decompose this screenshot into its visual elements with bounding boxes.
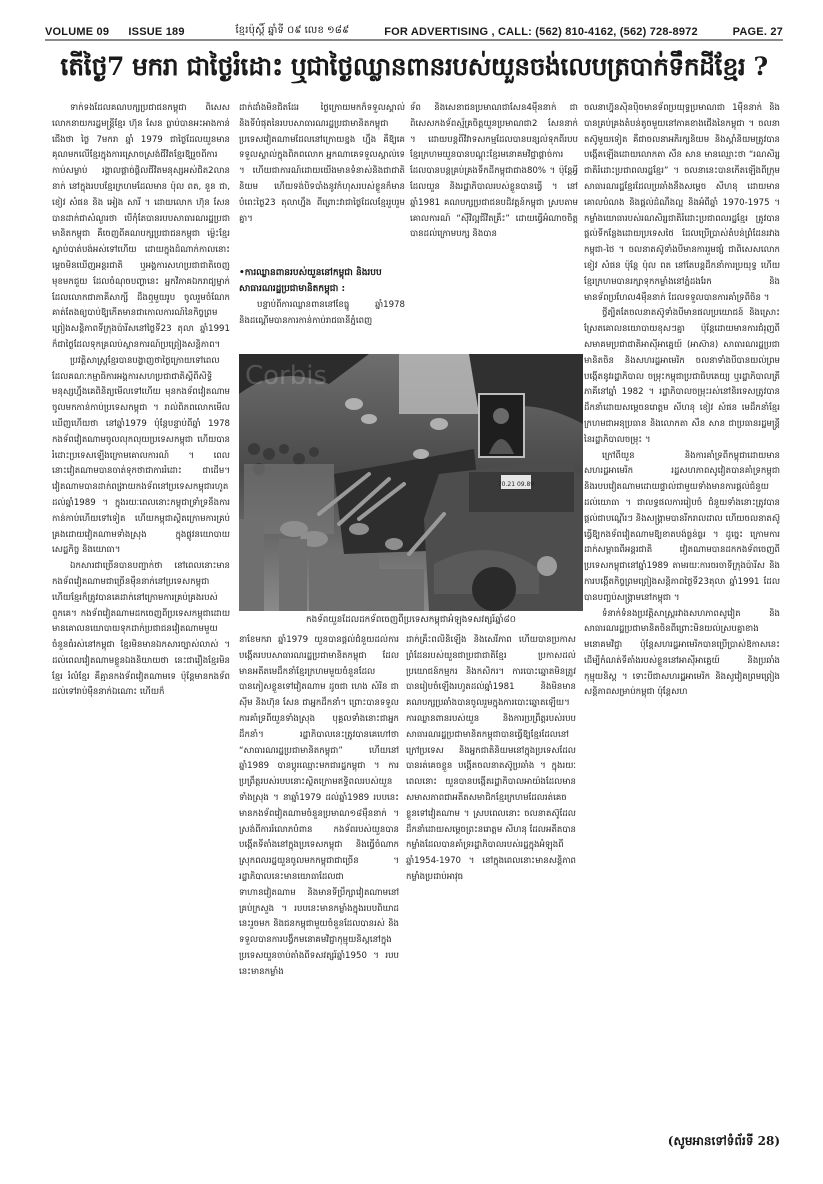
news-photo xyxy=(239,354,583,611)
article-column-1 xyxy=(52,101,230,1161)
page-number: PAGE. 27 xyxy=(732,26,783,38)
article-paragraph: ចលនាហ្វ៊ុនស៊ិនប៉ិចមានទ័ពប្រយុទ្ធប្រមាណជា 1ម៉ឺននាក់ និងបានគ្រប់គ្រងតំបន់តូចមួយនៅភាគខាងជើងនៃកម្ពុជា ។ ចលនាតស៊ូមួយទៀត គឺជាចលនាអភិរក្សនិយម និងស្តាំនិយមត្រូវបានបង្កើតឡើងដោយលោកតា សឺន សាន មានឈ្មោះថា “រណសិរ្សជាតិរំដោះប្រជាពលរដ្ឋខ្មែរ” ។ ចលនានេះបានកើតឡើងពីក្រុមសាធារណរដ្ឋខ្មែរដែលប្រឆាំងនឹងសម្តេច សីហនុ ដោយមានគោលបំណង និងផ្តល់ដំណឹងល្អ និងអំពីឆ្នាំ 1970-1975 ។ កម្លាំងយោធារបស់រណសិរ្សជាតិរំដោះប្រជាពលរដ្ឋខ្មែរ ត្រូវបានផ្តល់ទីកន្លែងដោយប្រទេសថៃ ដែលប្រើប្រាស់តំបន់ព្រំដែនរវាងកម្ពុជា-ថៃ ។ ចលនាតស៊ូទាំងបីមានការរួមផ្សំ ជាពិសេសលោក ខៀវ សំផន ប៉ុន្តែ ប៉ុល ពត នៅតែបន្តដឹកនាំការប្រយុទ្ធ ហើយខ្មែរក្រហមបានរក្សាទុកកម្លាំងនៅភ្នំដងរែក និងមានទ័ពប្រហែល4ម៉ឺននាក់ ដែលទទួលបានការគាំទ្រពីចិន ។ xyxy=(584,103,780,303)
khmer-issue-label: ខ្មែរប៉ុស្ដិ៍ ឆ្នាំទី ០៩ លេខ ១៨៩ xyxy=(235,25,350,36)
truck-plate-text: 70.21 09.89 xyxy=(497,481,535,488)
article-paragraph: ថ្វីត្បិតតែចលនាតស៊ូទាំងបីមានផលប្រយោជន៍ និងស្រោះស្រែតគោលនយោបាយខុសៗគ្នា ប៉ុន្តែដោយមានការជំរុញពីសមាគមប្រជាជាតិអាស៊ីអាគ្នេយ៍ (អាស៊ាន) សាធារណរដ្ឋប្រជាមានិតចិន និងសហរដ្ឋអាមេរិក ចលនាទាំងបីបានយល់ព្រមបង្កើតនូវរដ្ឋាភិបាល ចម្រុះកម្ពុជាប្រជាធិបតេយ្យ ឬរដ្ឋាភិបាលត្រីភាគីនៅឆ្នាំ 1982 ។ រដ្ឋាភិបាលចម្រុះរស់នៅនិរទេសត្រូវបានដឹកនាំដោយសម្តេចនរោត្តម សីហនុ ខៀវ សំផន មេដឹកនាំខ្មែរក្រហមជាអនុប្រធាន និងលោកតា សឺន សាន ជាប្រធានរដ្ឋមន្ត្រីនៃរដ្ឋាភិបាលចម្រុះ ។ xyxy=(584,308,780,445)
article-column-2-sub xyxy=(239,298,405,346)
article-column-3-bottom xyxy=(406,633,576,1161)
volume-label: VOLUME 09 xyxy=(45,26,110,38)
article-paragraph: បន្ទាប់ពីការឈ្លានពាននៅខែធ្នូ ឆ្នាំ1978 និងដណ្តើមបានការកាន់កាប់រាជធានីភ្នំពេញ xyxy=(239,300,405,326)
masthead-divider xyxy=(45,39,783,41)
article-headline: តើថ្ងៃ7 មករា ជាថ្ងៃរំដោះ ឬជាថ្ងៃឈ្លានពានរបស់យួនចង់លេបត្របាក់ទឹកដីខ្មែរ ? xyxy=(60,52,768,81)
article-column-2-bottom xyxy=(239,633,399,1161)
continued-on-page-note[interactable]: (សូមអានទៅទំព័រទី 28) xyxy=(667,1134,780,1148)
masthead-left xyxy=(45,26,201,38)
photo-illustration xyxy=(239,354,583,611)
article-paragraph: ឯកសារជាច្រើនបានបញ្ជាក់ថា នៅពេលនោះមានកងទ័ពវៀតណាមជាច្រើនម៉ឺននាក់នៅប្រទេសកម្ពុជា ហើយខ្មែរក៏ត្រូវបានគេដាក់នៅក្រោមការគ្រប់គ្រងរបស់ពួកគេ។ កងទ័ពវៀតណាមដកចេញពីប្រទេសកម្ពុជាដោយមានគោលនយោបាយទុកដាក់ប្រជាជនវៀតណាមមួយចំនួនធំរស់នៅកម្ពុជា ខ្មែរមិនមានឯកសារច្បាស់លាស់ ។ ដល់ពេលវៀតណាមខ្លួនឯងនិយាយថា នេះជារឿងខ្មែរមិនខ្មែរ រំលំខ្មែរ គឺគ្មានកងទ័ពវៀតណាមទេ ប៉ុន្តែមានកងទ័ពដល់ទៅរាប់ម៉ឺននាក់ឯណោះ ហើយក៏ xyxy=(52,561,230,698)
article-column-4 xyxy=(584,101,780,1131)
masthead xyxy=(45,18,783,38)
article-paragraph: ក្រៅពីយួន និងការគាំទ្រពីកម្ពុជាដោយមានសហរដ្ឋអាមេរិក រដ្ឋសហភាពសូវៀតបានគាំទ្រកម្ពុជា និងរបបវៀតណាមដោយផ្ទាល់ជាមួយទាំងមានការផ្តល់ជំនួយដល់យោធា ។ ជាលទ្ធផលការរៀបចំ ជំនួយទាំងនោះត្រូវបានផ្តល់ជាបណ្តើរៗ និងសង្គ្រាមបានរីករាលដាល ហើយចលនាតស៊ូធ្វើឱ្យកងទ័ពវៀតណាមឱ្យខាតបង់ធ្ងន់ធ្ងរ ។ ដូច្នេះ ក្រោមការដាក់សម្ពាធពីអន្តរជាតិ វៀតណាមបានដកកងទ័ពចេញពីប្រទេសកម្ពុជានៅឆ្នាំ1989 តាមរយៈការចរចាទីក្រុងប៉ារីស និងការបង្កើតកិច្ចព្រមព្រៀងសន្តិភាពថ្ងៃទី23តុលា ឆ្នាំ1991 ដែលបានបញ្ចប់សង្គ្រាមនៅកម្ពុជា ។ xyxy=(584,450,780,603)
article-paragraph: ដាក់ដាំងមិនជិតដែរ ថ្ងៃក្រោយមកក៏ទទួលស្គាល់ និងទីបំផុតនៃរបបសាធារណរដ្ឋប្រជាមានិតកម្ពុជា ប្រទេសវៀតណាមដែលនៅក្រោយខ្នង ហ្នឹង គឺឱ្យគេទទួលស្គាល់ក្នុងពិភពលោក អ្នកណាគេទទួលស្គាល់ទេ ។ ហើយជាការណ៍ដោយយើងមានទំនាស់និងជាជាតិនិយម ហើយទង់បិទបាំងនូវកំហុសរបស់ខ្លួនក៏មានបំពេះថ្ងៃ23 តុលាហ្នឹង ពីព្រោះវាជាថ្ងៃដែលខ្មែររួបរួមគ្នា។ xyxy=(239,103,405,224)
issue-label: ISSUE 189 xyxy=(128,26,185,38)
article-paragraph: ទ័ព និងសេនាជនប្រមាណជាសែន4ម៉ឺននាក់ ជាពិសេសកងទ័ពស្ម័គ្រចិត្តយួនប្រមាណជា2 សែននាក់ ។ ដោយបន្តពីវិវាទសកម្មដែលបានបន្សល់ទុកពីរបបខ្មែរក្រហមយួនបានបណ្តុះខ្មែរមនោគមវិជ្ជាផ្តាច់ការដែលបានបន្តគ្រប់គ្រងទឹកដីកម្ពុជាជាង80% ។ ប៉ុន្តែអ្វីដែលយួន និងរដ្ឋាភិបាលរបស់ខ្លួនបានធ្វើ ។ នៅឆ្នាំ1981 គណបក្សប្រជាជនបដិវត្តន៍កម្ពុជា ស្របតាមគោលការណ៍ “ស៊ីវិល្អជីវិតគ្រឹះ” ដោយធ្វើអំណាចចិត្តបានដល់ក្រោមបក្ស និងបាន xyxy=(410,103,578,240)
photo-caption: កងទ័ពយួនដែលដកទ័ពចេញពីប្រទេសកម្ពុជាអំឡុងទសវត្សរ៍ឆ្នាំ៨០ xyxy=(306,615,516,625)
article-paragraph: ដាក់គ្រឹះពលិនិឡើង និងសេរីភាព ហើយបានប្រកាសព្រំដែនរបស់យួនជាប្រជាជាតិខ្មែរ ប្រកាសដល់ប្រយោជន៍កម្មករ និងកសិករ។ ការបោះឆ្នោតមិនត្រូវបានរៀបចំឡើងរហូតដល់ឆ្នាំ1981 និងមិនមានគណបក្សប្រឆាំងបានចូលរួមក្នុងការបោះឆ្នោតឡើយ។ ការឈ្លានពានរបស់យួន និងការប្រព្រឹត្តរបស់របបសាធារណរដ្ឋប្រជាមានិតកម្ពុជាបានធ្វើឱ្យខ្មែរដែលនៅក្រៅប្រទេស និងអ្នកជាតិនិយមនៅក្នុងប្រទេសដែលបានរត់គេចខ្លួន បង្កើតចលនាតស៊ូប្រឆាំង ។ ក្នុងរយៈពេលនោះ យួនបានបង្កើតរដ្ឋាភិបាលអាយ៉ងដែលមានសមាសភាពជាអតីតសមាជិកខ្មែរក្រហមដែលរត់គេចខ្លួនទៅវៀតណាម ។ ស្របពេលនោះ ចលនាតស៊ូដែលដឹកនាំដោយសម្តេចព្រះនរោត្តម សីហនុ ដែលអតីតបានកម្លាំងដែលបានគាំទ្ររដ្ឋាភិបាលរបស់រដ្ឋក្នុងអំឡុងពីឆ្នាំ1954-1970 ។ នៅក្នុងពេលនោះមានសន្តិភាពកម្លាំងប្រដាប់អាវុធ xyxy=(406,635,576,882)
advertising-contact: FOR ADVERTISING , CALL: (562) 810-4162, (562) 728-8972 xyxy=(384,26,698,38)
article-paragraph: ទំនាក់ទំនងប្រវត្តិសាស្ត្ររវាងសហភាពសូវៀត និងសាធារណរដ្ឋប្រជាមានិតចិនពីព្រោះមិនយល់ស្របគ្នាខាងមនោគមវិជ្ជា ប៉ុន្តែសហរដ្ឋអាមេរិកបានប្រើប្រាស់ឱកាសនេះ ដើម្បីកំណត់ទីតាំងរបស់ខ្លួននៅអាស៊ីអាគ្នេយ៍ និងប្រឆាំងកុម្មុយនិស្ត ។ ទោះបីជាសហរដ្ឋអាមេរិក និងសូវៀតព្រមព្រៀងសន្តិភាពសម្រាប់កម្ពុជា ប៉ុន្តែសហ xyxy=(584,608,780,698)
section-subheading: •ការឈ្លានពានរបស់យួននៅកម្ពុជា និងរបប សាធារណរដ្ឋប្រជាមានិតកម្ពុជា : xyxy=(239,268,382,294)
photo-watermark: Corbis xyxy=(245,361,328,391)
article-paragraph: ប្រវត្តិសាស្ត្រខ្មែរបានបង្ហាញថាថ្ងៃក្រោយទៅពេលដែលគណៈកម្មាធិការអង្គការសហប្រជាជាតិស្តីពីសិទ្ធិមនុស្សហ្នឹងគេពិនិត្យមើលទៅហើយ មុនកងទ័ពវៀតណាមចូលមកកាន់កាប់ប្រទេសកម្ពុជា ។ រាល់ពិភពលោកមើលឃើញហើយថា នៅឆ្នាំ1979 ប៉ុន្តែបន្ទាប់ពីឆ្នាំ 1978 កងទ័ពវៀតណាមចូលលុកលុយប្រទេសកម្ពុជា ហើយបានរំដោះប្រទេសឡើងក្រោមគោលការណ៍ ។ ពេលនោះវៀតណាមបានចាត់ទុកថាជាការរំដោះ ជាដើម។ វៀតណាមបានដាក់ពង្រាយកងទ័ពនៅប្រទេសកម្ពុជារហូតដល់ឆ្នាំ1989 ។ ក្នុងរយៈពេលនោះកម្ពុជាទ្រាំទ្រនឹងការកាន់កាប់ហើយទៅទៀត ហើយកម្ពុជាស្ថិតក្រោមការគ្រប់គ្រងដោយវៀតណាមទាំងស្រុង ក្នុងផ្លូវនយោបាយ សេដ្ឋកិច្ច និងយោធា។ xyxy=(52,355,230,556)
article-column-2-top xyxy=(239,101,405,265)
article-paragraph: នាខែមករា ឆ្នាំ1979 យួនបានផ្តល់ជំនួយដល់ការបង្កើតរបបសាធារណរដ្ឋប្រជាមានិតកម្ពុជា ដែលមានអតីតមេដឹកនាំខ្មែរក្រហមមួយចំនួនដែលបានភៀសខ្លួនទៅវៀតណាម ដូចជា ហេង សំរិន ជា ស៊ីម និងហ៊ុន សែន ជាអ្នកដឹកនាំ។ ព្រោះបានទទួលការគាំទ្រពីយួនទាំងស្រុង បុគ្គលទាំងនោះជាអ្នកដឹកនាំ។ រដ្ឋាភិបាលនេះត្រូវបានគេហៅថា “សាធារណរដ្ឋប្រជាមានិតកម្ពុជា” ហើយនៅឆ្នាំ1989 បានប្តូរឈ្មោះមកជារដ្ឋកម្ពុជា ។ ការប្រព្រឹត្តរបស់របបនោះស្ថិតក្រោមឥទ្ធិពលរបស់យួនទាំងស្រុង ។ នាឆ្នាំ1979 ដល់ឆ្នាំ1989 របបនេះមានកងទ័ពវៀតណាមចំនួនប្រមាណ១៨ម៉ឺននាក់ ។ ស្រង់ពីការរំលោភបំពាន កងទ័ពរបស់យួនបានបង្កើតទីតាំងនៅក្នុងប្រទេសកម្ពុជា និងធ្វើចំណាកស្រុកពលរដ្ឋយួនចូលមកកម្ពុជាជាច្រើន ។ រដ្ឋាភិបាលនេះមានយោធាដែលជាទាហានវៀតណាម និងមានទីប្រឹក្សាវៀតណាមនៅគ្រប់ក្រសួង ។ របបនេះមានកម្លាំងក្នុងរបបពិឃាដនេះរួចមក និងជនកម្ពុជាមួយចំនួនដែលបានរស់ និងទទួលបានការបង្វឹកមនោគមវិជ្ជាកុម្មុយនិស្តនៅក្នុងប្រទេសយួនចាប់តាំងពីទសវត្សរ៍ឆ្នាំ1950 ។ របបនេះមានកម្លាំង xyxy=(239,635,399,977)
article-paragraph: ទាក់ទងដែលគណបក្សប្រជាជនកម្ពុជា ពិសេសលោកនាយករដ្ឋមន្ត្រីខ្មែរ ហ៊ុន សែន ធ្លាប់បានអះអាងកាន់ជើងថា ថ្ងៃ 7មករា ឆ្នាំ 1979 ជាថ្ងៃដែលយួនមានគុណមកលើខ្មែរក្នុងការស្រោចស្រង់ជីវិតខ្មែរឱ្យរួចពីការកាប់សម្លាប់ រង្គាលផ្តាច់ផ្តិលជីវិតមនុស្សអស់ជិត2លាននាក់ នៅក្នុងរបបខ្មែរក្រហមដែលមាន ប៉ុល ពត, នួន ជា, ខៀវ សំផន និង អៀង សារី ។ ដោយលោក ហ៊ុន សែន បានដាក់ជាសំណួរថា បើកុំតែបានរបបសាធារណរដ្ឋប្រជាមានិតកម្ពុជា គឺចេញពីគណបក្សប្រជាជនកម្ពុជា ម្ល៉េះខ្មែរស្លាប់បាត់បង់អស់ទៅហើយ ដោយក្នុងដំណាក់កាលនោះ ម្តេចមិនឃើញអន្តរជាតិ ឬអង្គការសហប្រជាជាតិចេញមុខមកជួយ ដែលចំណុចបញ្ហានេះ អ្នកវិភាគឯករាជ្យម្នាក់ ដែលលោកជាភាគីសាក្សី ដឹងឮមួយរូប ចូលរួមចំណែកគាត់តែងឲ្យបាប់ឱ្យកើតមានជាកោលការណ៍នៃកិច្ចព្រមព្រៀងសន្តិភាពទីក្រុងប៉ារីសនៅថ្ងៃទី23 តុលា ឆ្នាំ1991 ក៏ជាថ្ងៃដែលទុកគ្រលប់ស្ថានការណ៍ប្រព្រៀងសន្តិភាព។ xyxy=(52,103,230,350)
article-column-3-top xyxy=(410,101,578,343)
